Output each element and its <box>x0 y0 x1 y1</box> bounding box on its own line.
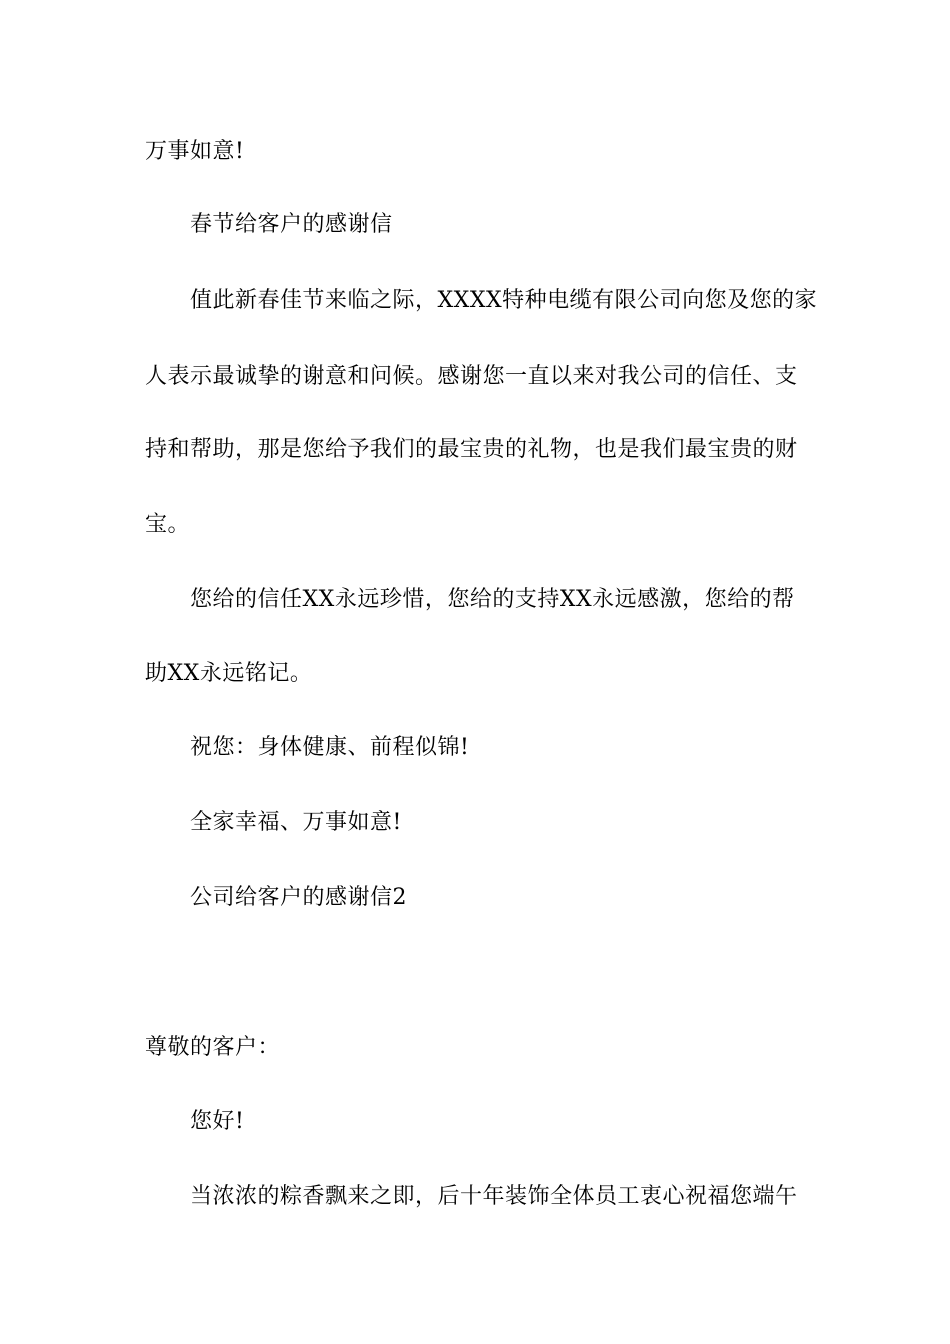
text-line: 当浓浓的粽香飘来之即，后十年装饰全体员工衷心祝福您端午 <box>190 1184 798 1209</box>
section-heading: 公司给客户的感谢信2 <box>190 885 407 910</box>
text-line: 祝您：身体健康、前程似锦! <box>190 735 470 760</box>
text-line: 全家幸福、万事如意! <box>190 810 402 835</box>
salutation: 尊敬的客户： <box>145 1035 281 1060</box>
section-heading: 春节给客户的感谢信 <box>190 212 393 237</box>
text-line: 值此新春佳节来临之际，XXXX特种电缆有限公司向您及您的家 <box>190 288 818 313</box>
text-line: 您给的信任XX永远珍惜，您给的支持XX永远感激，您给的帮 <box>190 587 795 612</box>
text-line: 持和帮助，那是您给予我们的最宝贵的礼物，也是我们最宝贵的财 <box>145 437 798 462</box>
text-line: 万事如意! <box>145 139 245 164</box>
text-line: 助XX永远铭记。 <box>145 661 313 686</box>
text-line: 宝。 <box>145 512 191 537</box>
greeting: 您好! <box>190 1109 245 1134</box>
text-line: 人表示最诚挚的谢意和问候。感谢您一直以来对我公司的信任、支 <box>145 364 798 389</box>
